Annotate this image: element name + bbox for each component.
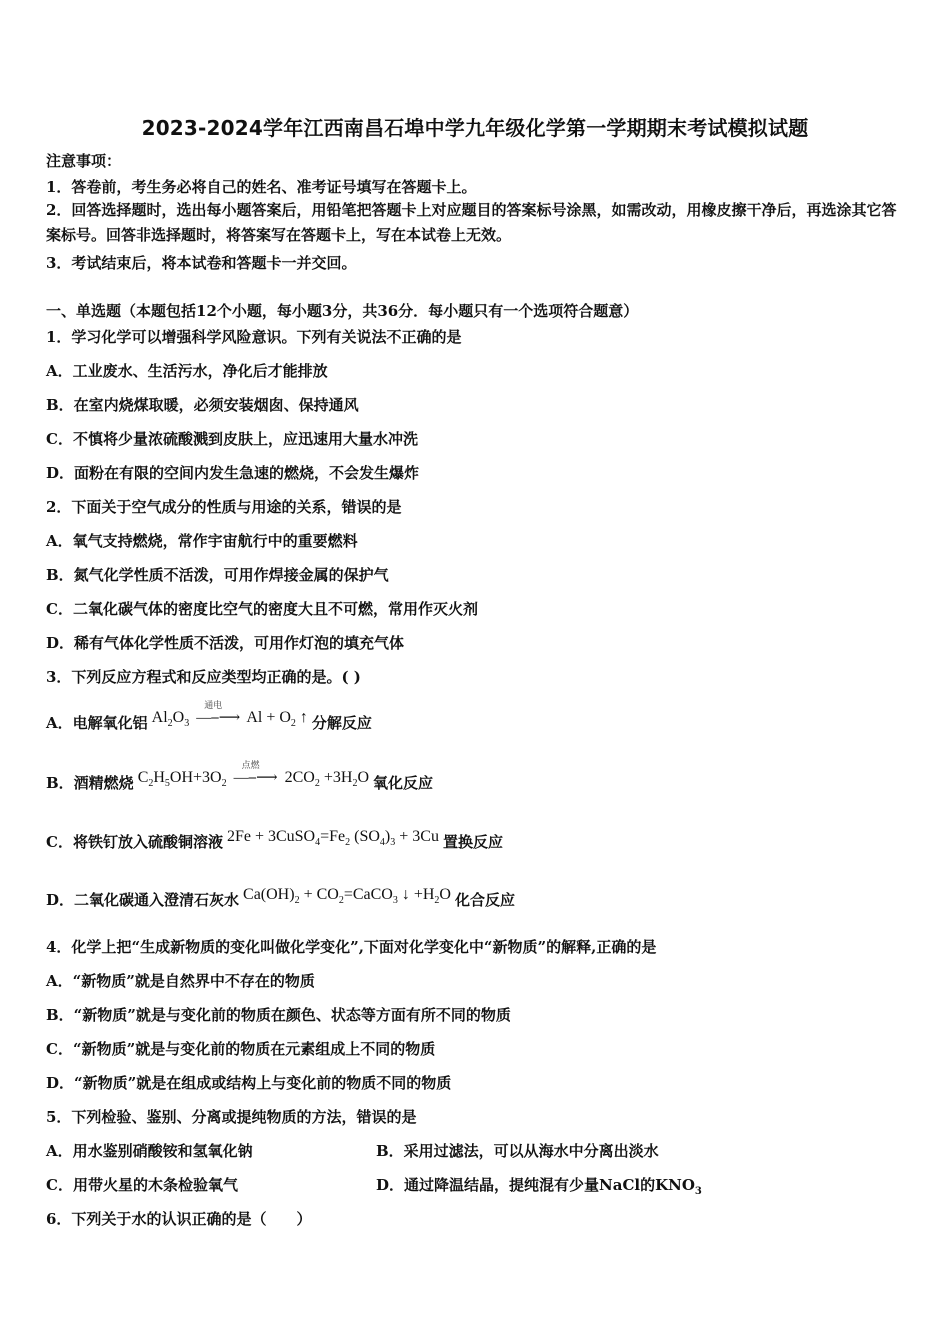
question-5-option-a: A．用水鉴别硝酸铵和氢氧化钠 — [46, 1142, 253, 1160]
option-d-type: 化合反应 — [454, 891, 515, 909]
question-1-option-c: C．不慎将少量浓硫酸溅到皮肤上，应迅速用大量水冲洗 — [46, 430, 418, 448]
notice-item-3: 3．考试结束后，将本试卷和答题卡一并交回。 — [46, 254, 357, 272]
question-6-stem: 6．下列关于水的认识正确的是（ ） — [46, 1210, 312, 1228]
notice-heading: 注意事项： — [46, 152, 122, 170]
option-b-label: B．酒精燃烧 — [46, 774, 134, 792]
option-d-label: D．二氧化碳通入澄清石灰水 — [46, 891, 240, 909]
question-2-option-c: C．二氧化碳气体的密度比空气的密度大且不可燃，常用作灭火剂 — [46, 600, 478, 618]
option-c-type: 置换反应 — [442, 833, 503, 851]
question-5-stem: 5．下列检验、鉴别、分离或提纯物质的方法，错误的是 — [46, 1108, 417, 1126]
question-1-option-a: A．工业废水、生活污水，净化后才能排放 — [46, 362, 328, 380]
notice-item-1: 1．答卷前，考生务必将自己的姓名、准考证号填写在答题卡上。 — [46, 178, 477, 196]
question-2-option-a: A．氧气支持燃烧，常作宇宙航行中的重要燃料 — [46, 532, 358, 550]
question-4-option-a: A．“新物质”就是自然界中不存在的物质 — [46, 972, 315, 990]
question-3-option-c — [46, 828, 503, 852]
question-2-stem: 2．下面关于空气成分的性质与用途的关系，错误的是 — [46, 498, 402, 516]
question-4-option-c: C．“新物质”就是与变化前的物质在元素组成上不同的物质 — [46, 1040, 436, 1058]
formula-limewater: $Ca(OH)_2$ + $CO_2=CaCO_3$ ↓ $+H_2O$ — [243, 886, 451, 907]
question-4-option-b: B．“新物质”就是与变化前的物质在颜色、状态等方面有所不同的物质 — [46, 1006, 511, 1024]
question-4-option-d: D．“新物质”就是在组成或结构上与变化前的物质不同的物质 — [46, 1074, 452, 1092]
question-5-option-b: B．采用过滤法，可以从海水中分离出淡水 — [376, 1142, 659, 1160]
option-a-label: A．电解氧化铝 — [46, 714, 148, 732]
question-1-stem: 1．学习化学可以增强科学风险意识。下列有关说法不正确的是 — [46, 328, 462, 346]
question-5-option-c: C．用带火星的木条检验氧气 — [46, 1176, 238, 1194]
formula-displacement: $2Fe + 3CuSO_4=Fe_2$ $(SO_4)_3 + 3Cu$ — [226, 828, 439, 849]
question-2-option-d: D．稀有气体化学性质不活泼，可用作灯泡的填充气体 — [46, 634, 405, 652]
notice-item-2: 2．回答选择题时，选出每小题答案后，用铅笔把答题卡上对应题目的答案标号涂黑，如需改动，用橡皮擦干净后，再选涂其它答案标号。回答非选择题时，将答案写在答题卡上，写在本试卷上无效。 — [46, 201, 897, 244]
formula-combustion: $C_2H_5OH+3O_2$ 点燃 —⎯⟶ $2CO_2 +3H_2O$ — [137, 760, 369, 790]
formula-electrolysis: $Al_2O_3$ 通电 —⎯⟶ $Al + O_2$ ↑ — [151, 700, 308, 730]
question-3-stem: 3．下列反应方程式和反应类型均正确的是。( ) — [46, 668, 361, 686]
question-4-stem: 4．化学上把“生成新物质的变化叫做化学变化”,下面对化学变化中“新物质”的解释,正确的是 — [46, 938, 657, 956]
question-1-option-d: D．面粉在有限的空间内发生急速的燃烧，不会发生爆炸 — [46, 464, 420, 482]
question-1-option-b: B．在室内烧煤取暖，必须安装烟囱、保持通风 — [46, 396, 359, 414]
question-5-option-d: D．通过降温结晶，提纯混有少量NaCl的$KNO_3$ — [376, 1176, 702, 1197]
question-3-option-d — [46, 886, 515, 910]
question-3-option-a — [46, 700, 372, 733]
reaction-arrow: 点燃 —⎯⟶ — [233, 760, 278, 786]
section-heading: 一、单选题（本题包括12个小题，每小题3分，共36分．每小题只有一个选项符合题意） — [46, 302, 639, 320]
question-3-option-b — [46, 760, 434, 793]
option-b-type: 氧化反应 — [373, 774, 434, 792]
question-2-option-b: B．氮气化学性质不活泼，可用作焊接金属的保护气 — [46, 566, 389, 584]
page-title: 2023-2024学年江西南昌石埠中学九年级化学第一学期期末考试模拟试题 — [141, 116, 809, 140]
reaction-arrow: 通电 —⎯⟶ — [196, 700, 241, 726]
option-c-label: C．将铁钉放入硫酸铜溶液 — [46, 833, 223, 851]
option-a-type: 分解反应 — [311, 714, 372, 732]
